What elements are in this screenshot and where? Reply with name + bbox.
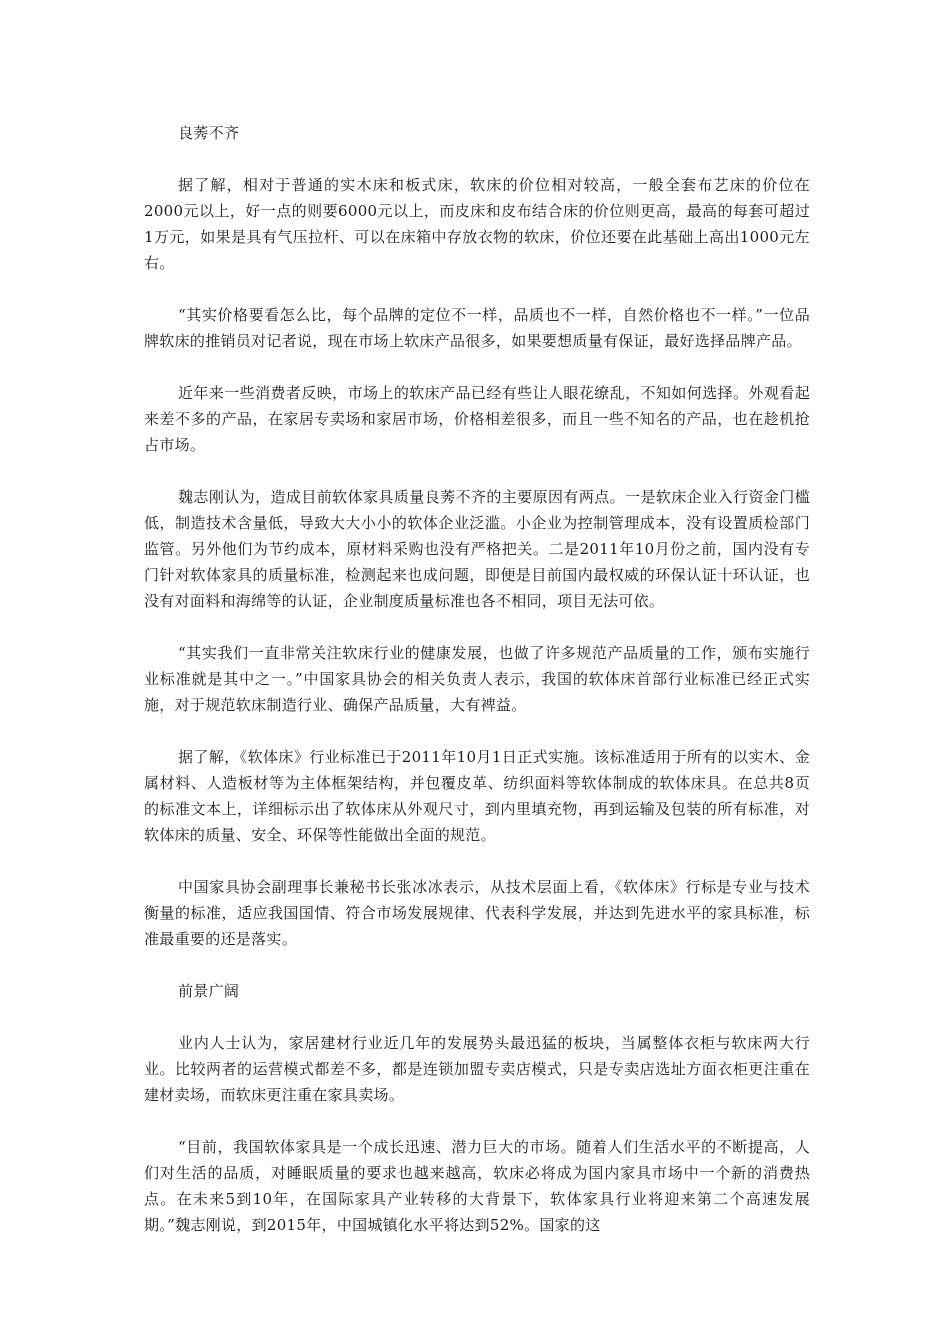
document-body <box>144 120 810 1264</box>
paragraph-2: “其实价格要看怎么比，每个品牌的定位不一样，品质也不一样，自然价格也不一样。”一位品牌软床的推销员对记者说，现在市场上软床产品很多，如果要想质量有保证，最好选择品牌产品。 <box>144 306 810 350</box>
paragraph-4: 魏志刚认为，造成目前软体家具质量良莠不齐的主要原因有两点。一是软床企业入行资金门槛低，制造技术含量低，导致大大小小的软体企业泛滥。小企业为控制管理成本，没有设置质检部门监管。另外他们为节约成本，原材料采购也没有严格把关。二是2011年10月份之前，国内没有专门针对软体家具的质量标准，检测起来也成问题，即便是目前国内最权威的环保认证十环认证，也没有对面料和海绵等的认证，企业制度质量标准也各不相同，项目无法可依。 <box>144 488 810 610</box>
paragraph-3: 近年来一些消费者反映，市场上的软床产品已经有些让人眼花缭乱，不知如何选择。外观看起来差不多的产品，在家居专卖场和家居市场，价格相差很多，而且一些不知名的产品，也在趁机抢占市场。 <box>144 384 810 454</box>
section-heading-1: 良莠不齐 <box>178 124 240 142</box>
paragraph-6: 据了解，《软体床》行业标准已于2011年10月1日正式实施。该标准适用于所有的以实木、金属材料、人造板材等为主体框架结构，并包覆皮革、纺织面料等软体制成的软体床具。在总共8页的标准文本上，详细标示出了软体床从外观尺寸，到内里填充物，再到运输及包装的所有标准，对软体床的质量、安全、环保等性能做出全面的规范。 <box>144 748 810 844</box>
paragraph-7: 中国家具协会副理事长兼秘书长张冰冰表示，从技术层面上看，《软体床》行标是专业与技术衡量的标准，适应我国国情、符合市场发展规律、代表科学发展，并达到先进水平的家具标准，标准最重要的还是落实。 <box>144 878 810 948</box>
paragraph-8: 业内人士认为，家居建材行业近几年的发展势头最迅猛的板块，当属整体衣柜与软床两大行业。比较两者的运营模式都差不多，都是连锁加盟专卖店模式，只是专卖店选址方面衣柜更注重在建材卖场，而软床更注重在家具卖场。 <box>144 1034 810 1104</box>
section-heading-2: 前景广阔 <box>178 982 240 1000</box>
paragraph-9: “目前，我国软体家具是一个成长迅速、潜力巨大的市场。随着人们生活水平的不断提高，人们对生活的品质，对睡眠质量的要求也越来越高，软床必将成为国内家具市场中一个新的消费热点。在未来5到10年，在国际家具产业转移的大背景下，软体家具行业将迎来第二个高速发展期。”魏志刚说，到2015年，中国城镇化水平将达到52%。国家的这 <box>144 1138 810 1234</box>
paragraph-5: “其实我们一直非常关注软床行业的健康发展，也做了许多规范产品质量的工作，颁布实施行业标准就是其中之一。”中国家具协会的相关负责人表示，我国的软体床首部行业标准已经正式实施，对于规范软床制造行业、确保产品质量，大有裨益。 <box>144 644 810 714</box>
paragraph-1: 据了解，相对于普通的实木床和板式床，软床的价位相对较高，一般全套布艺床的价位在2000元以上，好一点的则要6000元以上，而皮床和皮布结合床的价位则更高，最高的每套可超过1万元，如果是具有气压拉杆、可以在床箱中存放衣物的软床，价位还要在此基础上高出1000元左右。 <box>144 176 810 272</box>
